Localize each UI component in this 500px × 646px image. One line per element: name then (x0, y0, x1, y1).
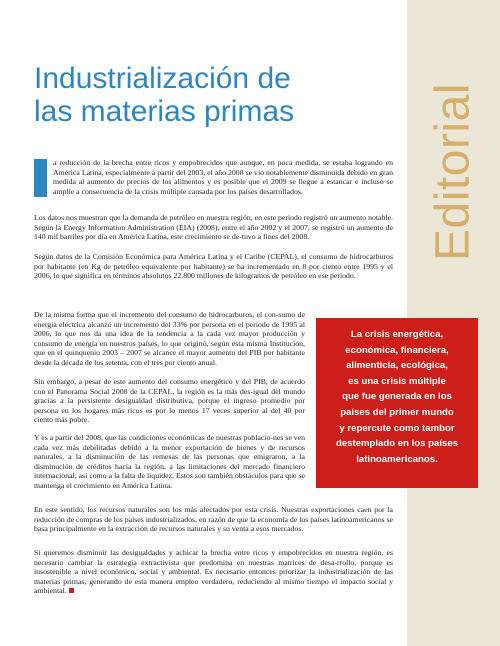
title-line-1: Industrialización de (34, 62, 291, 95)
pull-quote-line: La crisis energética, (350, 329, 444, 340)
pull-quote-line: que fue generada en los (342, 391, 452, 403)
pull-quote-line: destemplado en los países (335, 438, 459, 450)
pull-quote-line: países del primer mundo (340, 406, 454, 418)
paragraph-7: En este sentido, los recursos naturales son los más afectados por esta crisis. Nuestras exportaciones caen por la reducción de compras de los países industrializados, en razón de que la economía de los países latinoamericanos se basa principalmente en la extracción de recursos naturales y su venta a esos mercados. (34, 505, 393, 534)
paragraph-8-text: Si queremos disminuir las desigualdades y achicar la brecha entre ricos y empobrecidos en nuestra región, es necesario cambiar la estrategia extractivista que predomina en nuestras matrices de desa-rrollo, porque es insostenible a nivel económico, social y ambiental. Es necesario entonces priorizar la industrialización de las materias primas, generando de esta manera empleo verdadero, reduciendo al mismo tiempo el impacto social y ambiental. (34, 548, 393, 596)
pull-quote-line: latinoamericanos. (356, 453, 438, 465)
paragraph-3: Según datos de la Comisión Económica para América Latina y el Caribe (CEPAL), el consumo de hidrocarburos por habitante (en Kg de petróleo equivalente por habitante) se ha incrementado en 8 por ciento entre 1995 y el 2006, lo que significa en términos absolutos 22.800 millones de kilogramos de petróleo en ese periodo. (34, 252, 393, 281)
drop-cap-l (34, 159, 47, 197)
paragraph-6: Y es a partir del 2008, que las condiciones económicas de nuestras poblacio-nes se ven cada vez más debilitadas debido a la menor exportación de bienes y de recursos naturales, a la disminución de las remesas de las personas que emigraron, a la disminución de créditos hacia la región, a las limitaciones del mercado financiero internacional, así como a la falta de liquidez. Estos son también obstáculos para que se mantenga el crecimiento en América Latina. (34, 433, 305, 490)
paragraph-4: De la misma forma que el incremento del consumo de hidrocarburos, el con-sumo de energía eléctrica alcanzó un incremento del 33% por persona en el periodo de 1995 al 2006, lo que nos da una idea de la tendencia a la cada vez mayor producción y consumo de energía en nuestros países, lo que originó, según esta misma Institución, que en el quinquenio 2003 – 2007 se alcance el mayor aumento del PIB por habitante desde la década de los setenta, con el tres por ciento anual. (34, 310, 305, 367)
end-mark-square (69, 588, 74, 593)
article-title (34, 62, 294, 128)
paragraph-8 (34, 548, 393, 596)
section-label-text: Editorial (426, 83, 480, 261)
pull-quote-line: y repercute como tambor (339, 422, 455, 434)
pull-quote-line: es una crisis múltiple (348, 375, 446, 387)
paragraph-5: Sin embargo, a pesar de este aumento del consumo energético y del PIB, de acuerdo con el Panorama Social 2008 de la CEPAL, la región es la más des-igual del mundo gracias a la persistente desigualdad distributiva, porque el ingreso promedio por persona en los hogares más ricos es por lo menos 17 veces superior al del 40 por ciento más pobre. (34, 377, 305, 425)
paragraph-1 (34, 158, 393, 197)
paragraph-1-text: a reducción de la brecha entre ricos y empobrecidos que aunque, en poca medida, se estaba logrando en América Latina, especialmente a partir del 2003, el año 2008 se vio notablemente disminuida debido en gran medida al aumento de precios de los alimentos y es posible que el 2009 se llegue a estancar e incluso se amplíe a consecuencia de la crisis múltiple causada por los países desarrollados. (53, 158, 393, 196)
pull-quote-line: alimenticia, ecológica, (346, 360, 448, 372)
title-line-2: las materias primas (34, 95, 295, 128)
paragraph-2: Los datos nos muestran que la demanda de petróleo en nuestra región, en este periodo registró un aumento notable. Según la Energy Information Administration (EIA) (2008), entre el año 2002 y el 2007, se registró un aumento de 140 mil barriles por día en América Latina, este crecimiento se de-tuvo a fines del 2008. (34, 213, 393, 242)
pull-quote-text (316, 327, 478, 467)
pull-quote-line: económica, financiera, (345, 344, 449, 356)
